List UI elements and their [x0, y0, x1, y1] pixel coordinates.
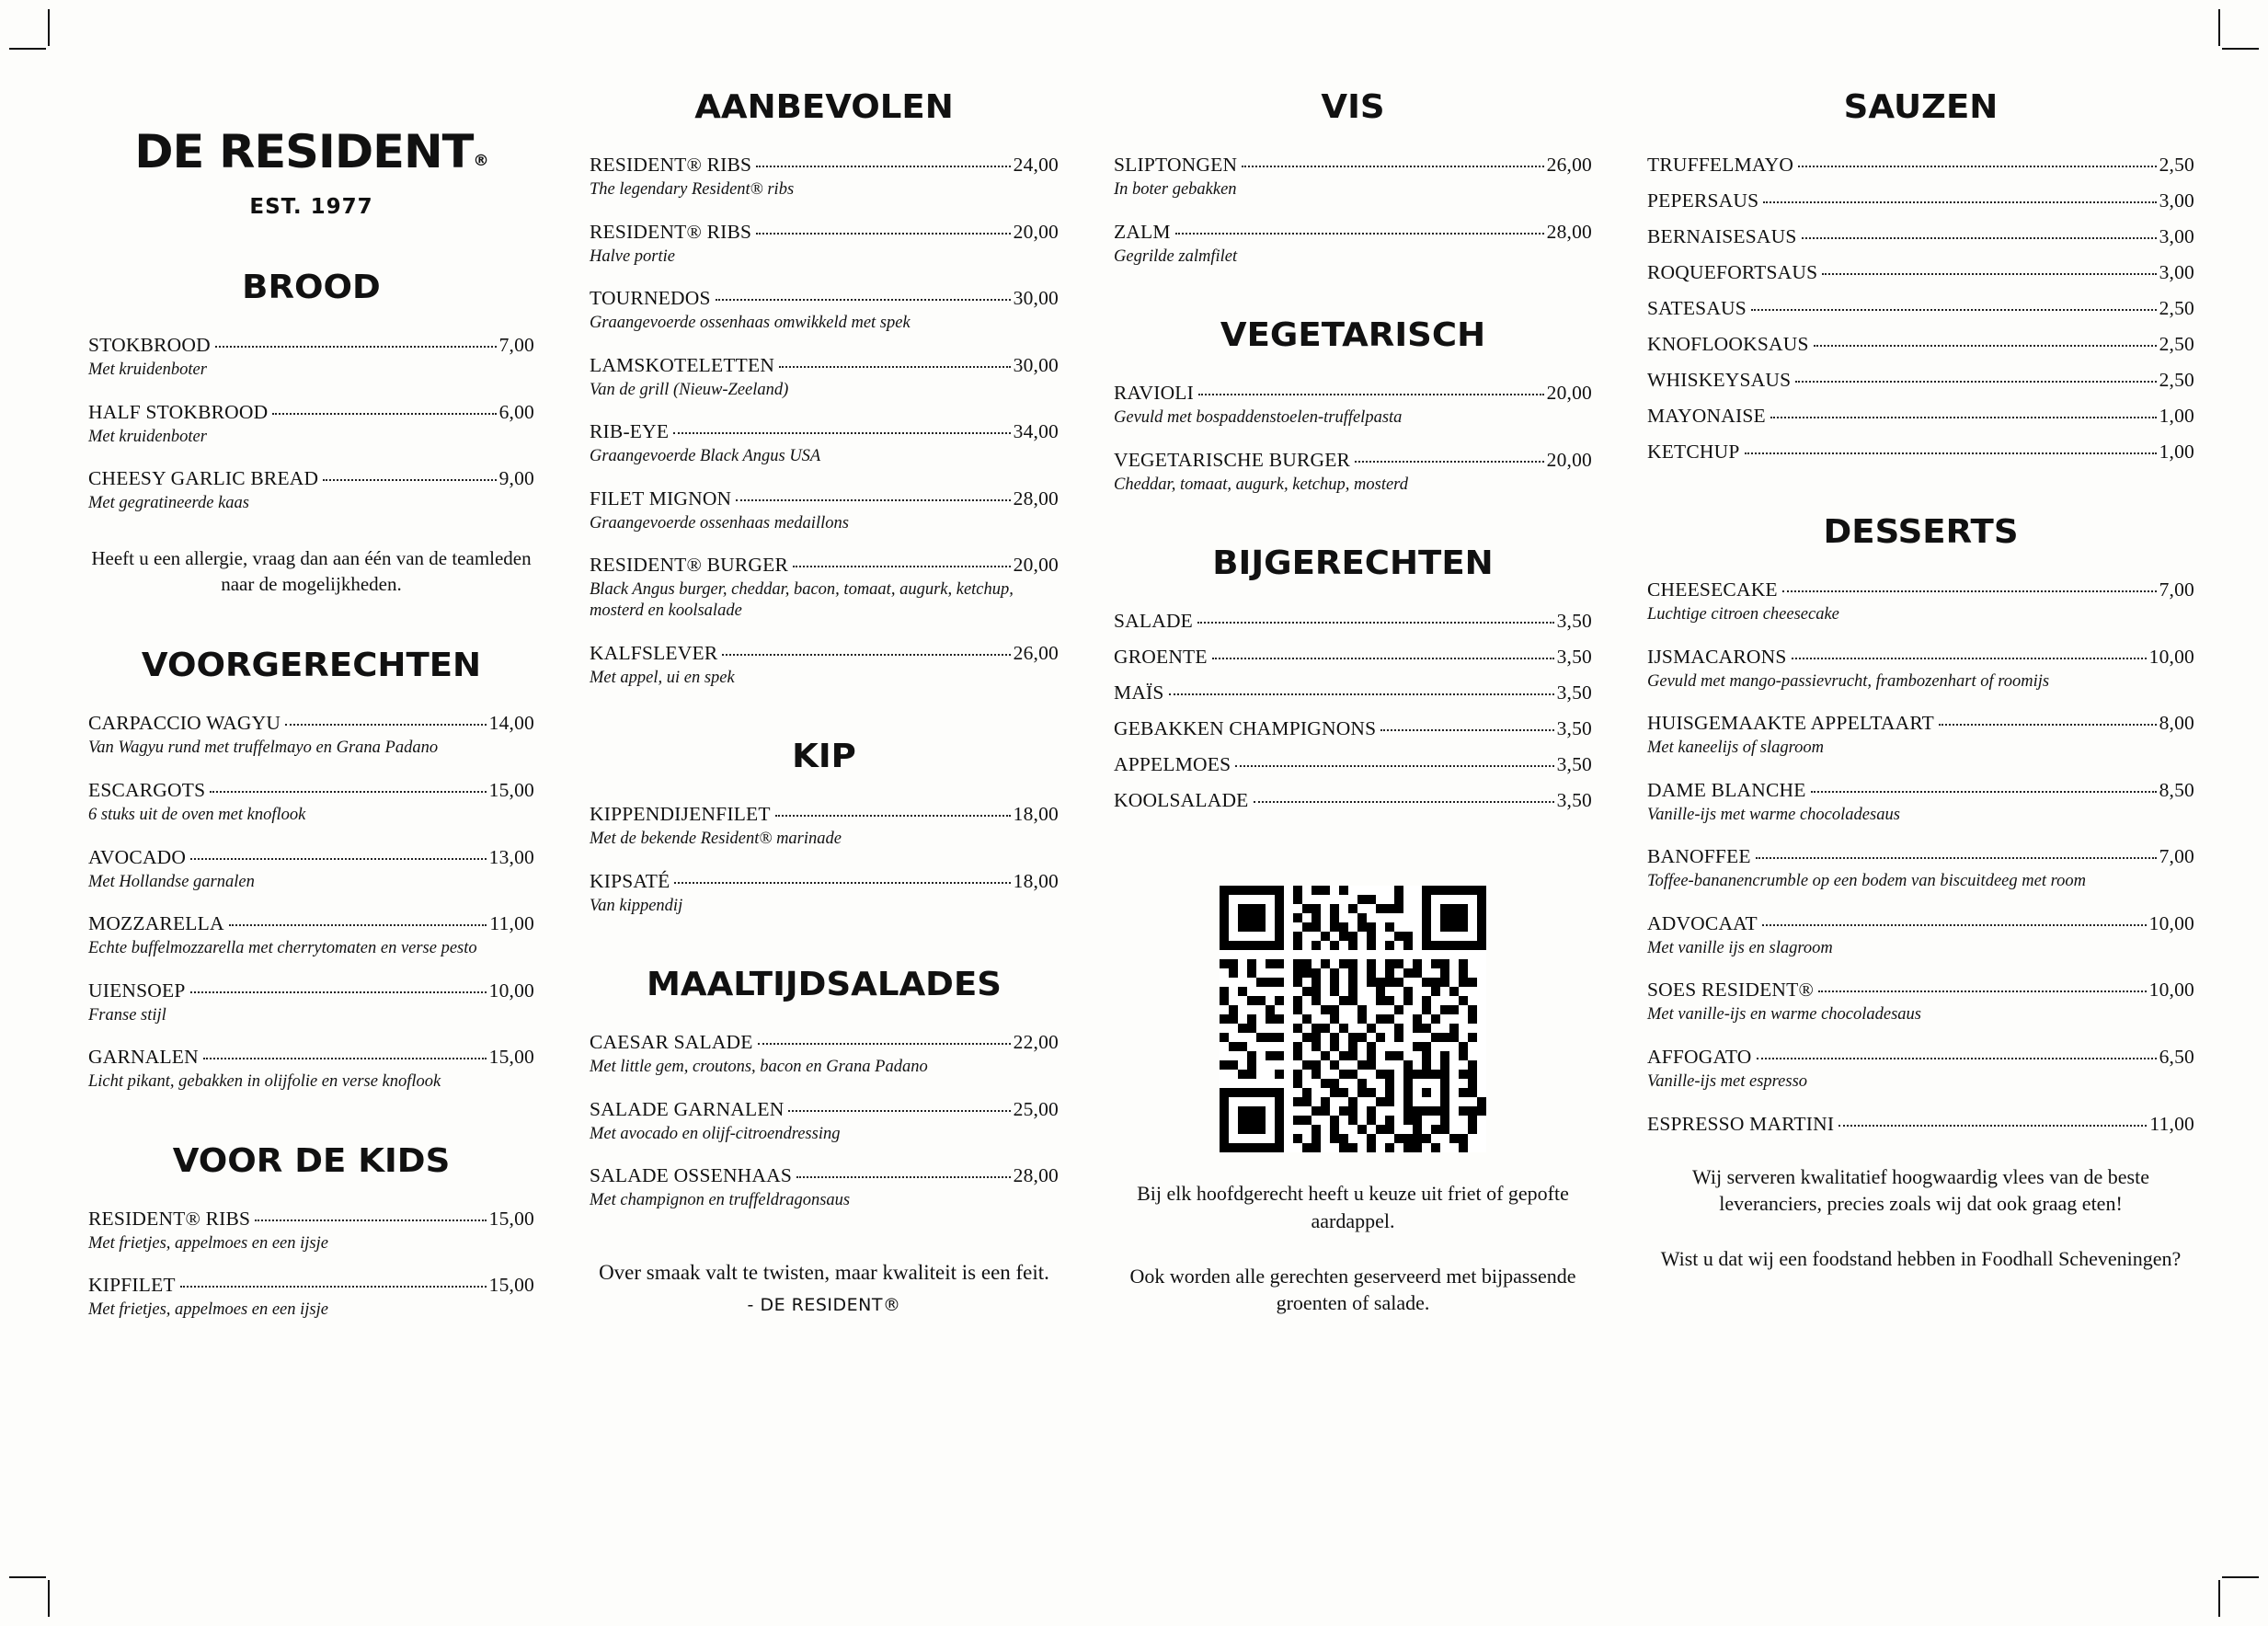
item-description: Graangevoerde ossenhaas omwikkeld met spek [590, 314, 911, 333]
menu-item [88, 912, 534, 959]
section-title-bijgerechten: BIJGERECHTEN [1212, 544, 1494, 583]
foodhall-note: Wist u dat wij een foodstand hebben in Foodhall Scheveningen? [1660, 1246, 2182, 1270]
item-price: 15,00 [488, 1046, 534, 1069]
item-description: Graangevoerde Black Angus USA [590, 447, 821, 466]
dot-leader [796, 1176, 1011, 1178]
dot-leader [736, 499, 1010, 501]
dot-leader [722, 654, 1010, 656]
item-price: 6,50 [2159, 1045, 2194, 1068]
menu-item [590, 221, 1059, 268]
allergy-note: Heeft u een allergie, vraag dan aan één van de teamleden naar de mogelijkheden. [91, 546, 532, 596]
item-description: Gegrilde zalmfilet [1114, 246, 1238, 266]
item-price: 2,50 [2159, 333, 2194, 355]
item-name: WHISKEYSAUS [1647, 369, 1792, 391]
menu-item [88, 712, 534, 759]
item-name: FILET MIGNON [590, 487, 732, 510]
menu-item [1647, 225, 2194, 248]
item-name: AFFOGATO [1647, 1045, 1752, 1068]
item-name: SATESAUS [1647, 297, 1747, 319]
item-name: HALF STOKBROOD [88, 400, 269, 423]
qr-code-icon[interactable] [1220, 886, 1486, 1152]
item-description: Met de bekende Resident® marinade [590, 830, 842, 849]
item-name: SLIPTONGEN [1114, 154, 1238, 176]
item-description: Gevuld met bospaddenstoelen-truffelpasta [1114, 408, 1403, 428]
item-description: Black Angus burger, cheddar, bacon, tomaat, augurk, ketchup, mosterd en koolsalade [590, 580, 1014, 620]
item-description: Licht pikant, gebakken in olijfolie en verse knoflook [88, 1072, 441, 1092]
item-name: BANOFFEE [1647, 845, 1751, 868]
item-list-maaltijdsalades [590, 1031, 1059, 1211]
item-price: 7,00 [2159, 845, 2194, 868]
item-price: 26,00 [1546, 154, 1592, 176]
menu-item [590, 154, 1059, 200]
item-price: 15,00 [488, 1207, 534, 1230]
item-name: KALFSLEVER [590, 641, 718, 664]
menu-item [1114, 221, 1592, 268]
menu-item [1647, 297, 2194, 320]
menu-item [1114, 610, 1592, 633]
item-description: Van Wagyu rund met truffelmayo en Grana Padano [88, 739, 439, 758]
item-price: 9,00 [498, 467, 534, 490]
item-price: 7,00 [498, 334, 534, 356]
item-name: RESIDENT® RIBS [88, 1207, 251, 1230]
dot-leader [1242, 166, 1543, 167]
item-name: IJSMACARONS [1647, 645, 1787, 668]
item-description: Toffee-bananencrumble op een bodem van biscuitdeeg met room [1647, 872, 2086, 891]
dot-leader [1939, 724, 2157, 726]
item-list-brood [88, 334, 534, 514]
item-price: 24,00 [1013, 154, 1059, 176]
dot-leader [1254, 801, 1554, 803]
item-list-voorgerechten [88, 712, 534, 1092]
section-title-voor-de-kids: VOOR DE KIDS [172, 1141, 451, 1180]
registered-mark: ® [473, 152, 488, 170]
item-name: TOURNEDOS [590, 287, 711, 310]
menu-item [88, 401, 534, 448]
menu-item [590, 870, 1059, 917]
item-description: Luchtige citroen cheesecake [1647, 605, 1839, 624]
dot-leader [758, 1043, 1011, 1045]
menu-item [590, 1164, 1059, 1211]
item-name: VEGETARISCHE BURGER [1114, 448, 1351, 471]
item-price: 11,00 [489, 912, 534, 935]
item-price: 20,00 [1013, 220, 1059, 243]
dot-leader [1818, 990, 2147, 992]
menu-item [1114, 154, 1592, 200]
brand-title [84, 125, 539, 178]
section-title-brood: BROOD [242, 269, 381, 306]
item-price: 2,50 [2159, 154, 2194, 176]
item-name: RAVIOLI [1114, 382, 1195, 405]
menu-item [88, 1208, 534, 1254]
menu-item [1114, 717, 1592, 740]
menu-item [590, 803, 1059, 850]
item-price: 3,50 [1556, 717, 1592, 740]
section-title-voorgerechten: VOORGERECHTEN [141, 647, 482, 685]
item-description: Met kruidenboter [88, 361, 207, 379]
item-name: UIENSOEP [88, 979, 186, 1002]
menu-item [1647, 1046, 2194, 1093]
item-price: 25,00 [1013, 1097, 1059, 1120]
crop-mark [2218, 1580, 2220, 1617]
dot-leader [716, 299, 1011, 301]
item-name: MOZZARELLA [88, 912, 224, 935]
item-price: 3,00 [2159, 225, 2194, 247]
dot-leader [788, 1110, 1010, 1112]
dot-leader [673, 432, 1010, 434]
item-price: 18,00 [1013, 869, 1059, 892]
item-description: Met Hollandse garnalen [88, 872, 255, 891]
item-description: Cheddar, tomaat, augurk, ketchup, mosterd [1114, 475, 1408, 494]
item-description: Vanille-ijs met espresso [1647, 1071, 1808, 1091]
item-name: KETCHUP [1647, 441, 1740, 463]
menu-item [590, 554, 1059, 621]
quote-text: Over smaak valt te twisten, maar kwaliteit is een feit. [599, 1260, 1049, 1284]
item-description: Met kruidenboter [88, 427, 207, 446]
item-price: 20,00 [1546, 448, 1592, 471]
item-price: 13,00 [488, 845, 534, 868]
dot-leader [1169, 693, 1554, 695]
menu-item [88, 1046, 534, 1093]
item-description: Met vanille ijs en slagroom [1647, 938, 1833, 957]
item-description: Met vanille-ijs en warme chocoladesaus [1647, 1005, 1921, 1025]
item-price: 1,00 [2159, 405, 2194, 427]
dot-leader [1795, 381, 2156, 383]
menu-item [590, 1031, 1059, 1078]
item-name: GROENTE [1114, 646, 1208, 669]
menu-item [88, 1274, 534, 1321]
item-name: CHEESY GARLIC BREAD [88, 467, 319, 490]
section-title-sauzen: SAUZEN [1843, 88, 1999, 126]
item-name: PEPERSAUS [1647, 189, 1759, 212]
item-description: 6 stuks uit de oven met knoflook [88, 805, 306, 824]
side-dish-note: Bij elk hoofdgerecht heeft u keuze uit friet of gepofte aardappel. [1137, 1182, 1569, 1232]
item-price: 3,50 [1556, 753, 1592, 776]
item-price: 26,00 [1013, 641, 1059, 664]
dot-leader [1814, 345, 2157, 347]
dot-leader [190, 991, 487, 993]
menu-item [1114, 789, 1592, 812]
item-price: 2,50 [2159, 297, 2194, 319]
crop-mark [2222, 1576, 2259, 1578]
item-price: 10,00 [488, 979, 534, 1002]
quote-block [590, 1259, 1059, 1317]
item-description: Met gegratineerde kaas [88, 494, 250, 513]
item-description: Met kaneelijs of slagroom [1647, 739, 1824, 758]
item-name: APPELMOES [1114, 753, 1231, 776]
menu-item [88, 779, 534, 826]
dot-leader [1751, 309, 2157, 311]
dot-leader [1782, 590, 2157, 592]
dot-leader [1802, 237, 2157, 239]
item-price: 22,00 [1013, 1031, 1059, 1054]
menu-item [590, 287, 1059, 334]
menu-item [1647, 441, 2194, 464]
item-price: 10,00 [2148, 911, 2194, 934]
dot-leader [210, 791, 486, 793]
item-name: ESPRESSO MARTINI [1647, 1112, 1835, 1135]
crop-mark [48, 1580, 50, 1617]
section-title-vegetarisch: VEGETARISCH [1220, 316, 1486, 355]
menu-item [88, 467, 534, 514]
item-name: DAME BLANCHE [1647, 778, 1806, 801]
menu-item [1114, 382, 1592, 429]
dot-leader [779, 366, 1011, 368]
item-name: KIPSATÉ [590, 869, 670, 892]
dot-leader [1822, 273, 2156, 275]
dot-leader [1197, 622, 1554, 624]
item-name: ADVOCAAT [1647, 911, 1758, 934]
menu-item [1647, 333, 2194, 356]
dot-leader [229, 924, 487, 926]
dot-leader [1811, 791, 2157, 793]
item-price: 3,50 [1556, 681, 1592, 704]
dot-leader [1798, 166, 2156, 167]
item-description: The legendary Resident® ribs [590, 180, 795, 199]
item-list-kip [590, 803, 1059, 916]
dot-leader [255, 1220, 486, 1221]
menu-item [1114, 753, 1592, 776]
item-name: MAYONAISE [1647, 405, 1766, 427]
dot-leader [1745, 452, 2157, 454]
menu-item [88, 979, 534, 1026]
dot-leader [1763, 201, 2156, 203]
section-title-vis: VIS [1321, 88, 1385, 126]
column-brood-voorgerechten [88, 88, 590, 1341]
section-title-desserts: DESSERTS [1823, 513, 2019, 551]
item-description: Echte buffelmozzarella met cherrytomaten en verse pesto [88, 939, 477, 958]
item-description: Van de grill (Nieuw-Zeeland) [590, 380, 789, 399]
item-price: 15,00 [488, 778, 534, 801]
section-title-aanbevolen: AANBEVOLEN [694, 88, 954, 126]
menu-item [590, 354, 1059, 401]
item-description: Franse stijl [88, 1005, 166, 1025]
crop-mark [2222, 48, 2259, 50]
dot-leader [1355, 461, 1544, 463]
item-price: 8,00 [2159, 712, 2194, 735]
item-list-desserts [1647, 578, 2194, 1136]
menu-item [1647, 1113, 2194, 1136]
crop-mark [9, 1576, 46, 1578]
item-name: CHEESECAKE [1647, 578, 1778, 601]
item-price: 3,50 [1556, 789, 1592, 812]
crop-mark [9, 48, 46, 50]
item-name: KOOLSALADE [1114, 789, 1249, 812]
item-name: SOES RESIDENT® [1647, 979, 1814, 1002]
quality-note: Wij serveren kwalitatief hoogwaardig vlees van de beste leveranciers, precies zoals wij dat ook graag eten! [1692, 1164, 2149, 1216]
dot-leader [756, 233, 1010, 235]
menu-item [1647, 189, 2194, 212]
dot-leader [674, 882, 1010, 884]
menu-item [88, 334, 534, 381]
dot-leader [756, 166, 1010, 167]
menu-item [1647, 369, 2194, 392]
item-list-bijgerechten [1114, 610, 1592, 812]
dot-leader [775, 815, 1011, 817]
item-name: RESIDENT® BURGER [590, 554, 789, 577]
menu-item [1647, 979, 2194, 1025]
dot-leader [1770, 417, 2157, 418]
item-price: 6,00 [498, 400, 534, 423]
item-name: STOKBROOD [88, 334, 211, 356]
item-list-vis [1114, 154, 1592, 267]
item-name: CAESAR SALADE [590, 1031, 753, 1054]
item-name: SALADE OSSENHAAS [590, 1164, 793, 1187]
item-name: AVOCADO [88, 845, 187, 868]
column-aanbevolen [590, 88, 1114, 1341]
dot-leader [180, 1286, 487, 1288]
item-list-kids [88, 1208, 534, 1321]
item-price: 3,00 [2159, 261, 2194, 283]
dot-leader [190, 858, 486, 860]
menu-item [1647, 845, 2194, 892]
section-title-kip: KIP [792, 738, 856, 776]
item-description: Halve portie [590, 246, 675, 266]
dot-leader [1756, 857, 2157, 859]
brand-name: DE RESIDENT [134, 125, 474, 178]
item-description: In boter gebakken [1114, 180, 1237, 199]
item-price: 7,00 [2159, 578, 2194, 601]
item-name: KIPPENDIJENFILET [590, 803, 771, 826]
item-name: TRUFFELMAYO [1647, 154, 1794, 176]
item-price: 3,50 [1556, 646, 1592, 669]
menu-item [1647, 154, 2194, 177]
item-description: Met avocado en olijf-citroendressing [590, 1124, 841, 1143]
item-list-vegetarisch [1114, 382, 1592, 495]
item-name: KIPFILET [88, 1274, 176, 1297]
item-price: 28,00 [1013, 487, 1059, 510]
item-name: SALADE [1114, 610, 1194, 633]
item-description: Met champignon en truffeldragonsaus [590, 1191, 851, 1210]
menu-item [590, 642, 1059, 689]
menu-item [1647, 578, 2194, 625]
quote-attribution: - DE RESIDENT® [747, 1295, 901, 1316]
item-price: 30,00 [1013, 353, 1059, 376]
item-price: 10,00 [2148, 645, 2194, 668]
item-name: HUISGEMAAKTE APPELTAART [1647, 712, 1934, 735]
menu-item [590, 1098, 1059, 1145]
menu-item [1114, 646, 1592, 669]
item-price: 11,00 [2149, 1112, 2194, 1135]
crop-mark [48, 9, 50, 46]
item-price: 28,00 [1546, 220, 1592, 243]
dot-leader [1235, 765, 1553, 767]
item-description: Vanille-ijs met warme chocoladesaus [1647, 805, 1900, 824]
item-price: 14,00 [488, 712, 534, 735]
item-price: 3,50 [1556, 610, 1592, 633]
item-name: RESIDENT® RIBS [590, 154, 752, 176]
dot-leader [1212, 658, 1554, 659]
section-title-maaltijdsalades: MAALTIJDSALADES [647, 966, 1002, 1004]
menu-item [1647, 405, 2194, 428]
column-vis-vegetarisch-bijgerechten [1114, 88, 1647, 1341]
item-description: Graangevoerde ossenhaas medaillons [590, 513, 849, 532]
item-description: Met appel, ui en spek [590, 668, 735, 687]
menu-item [1647, 646, 2194, 693]
dot-leader [1838, 1125, 2147, 1127]
dot-leader [1757, 1058, 2157, 1059]
menu-item [1647, 712, 2194, 759]
item-price: 34,00 [1013, 420, 1059, 443]
dot-leader [285, 724, 487, 726]
item-name: ESCARGOTS [88, 778, 206, 801]
item-list-aanbevolen [590, 154, 1059, 688]
dot-leader [1792, 658, 2147, 659]
item-name: CARPACCIO WAGYU [88, 712, 281, 735]
menu-item [1647, 261, 2194, 284]
item-name: GEBAKKEN CHAMPIGNONS [1114, 717, 1377, 740]
dot-leader [1198, 394, 1544, 395]
item-price: 1,00 [2159, 441, 2194, 463]
dot-leader [1175, 233, 1544, 235]
menu-item [1647, 779, 2194, 826]
item-description: Van kippendij [590, 896, 683, 915]
dot-leader [215, 346, 497, 348]
item-price: 2,50 [2159, 369, 2194, 391]
crop-mark [2218, 9, 2220, 46]
item-description: Met frietjes, appelmoes en een ijsje [88, 1300, 328, 1320]
item-name: LAMSKOTELETTEN [590, 353, 775, 376]
item-price: 30,00 [1013, 287, 1059, 310]
item-name: ZALM [1114, 220, 1171, 243]
item-name: RESIDENT® RIBS [590, 220, 752, 243]
item-name: MAÏS [1114, 681, 1164, 704]
item-name: SALADE GARNALEN [590, 1097, 785, 1120]
item-name: ROQUEFORTSAUS [1647, 261, 1818, 283]
item-name: KNOFLOOKSAUS [1647, 333, 1809, 355]
item-description: Gevuld met mango-passievrucht, frambozenhart of roomijs [1647, 671, 2050, 691]
dot-leader [323, 479, 496, 481]
item-price: 18,00 [1013, 803, 1059, 826]
menu-item [1114, 449, 1592, 496]
menu-item [88, 846, 534, 893]
dot-leader [1380, 729, 1553, 731]
dot-leader [272, 413, 496, 415]
vegetable-note: Ook worden alle gerechten geserveerd met bijpassende groenten of salade. [1129, 1264, 1576, 1315]
menu-item [590, 420, 1059, 467]
item-price: 3,00 [2159, 189, 2194, 212]
column-sauzen-desserts [1647, 88, 2194, 1341]
dot-leader [793, 566, 1011, 567]
item-name: RIB-EYE [590, 420, 670, 443]
menu-item [590, 487, 1059, 534]
qr-code-wrapper[interactable] [1114, 886, 1592, 1152]
item-name: GARNALEN [88, 1046, 199, 1069]
item-list-sauzen [1647, 154, 2194, 464]
item-price: 10,00 [2148, 979, 2194, 1002]
brand-established: EST. 1977 [249, 195, 373, 219]
item-price: 15,00 [488, 1274, 534, 1297]
dot-leader [203, 1058, 487, 1059]
item-description: Met little gem, croutons, bacon en Grana Padano [590, 1058, 928, 1077]
item-name: BERNAISESAUS [1647, 225, 1797, 247]
dot-leader [1762, 924, 2147, 926]
menu-item [1114, 681, 1592, 704]
menu-item [1647, 912, 2194, 959]
item-price: 20,00 [1546, 382, 1592, 405]
item-price: 28,00 [1013, 1164, 1059, 1187]
item-description: Met frietjes, appelmoes en een ijsje [88, 1233, 328, 1253]
item-price: 8,50 [2159, 778, 2194, 801]
item-price: 20,00 [1013, 554, 1059, 577]
